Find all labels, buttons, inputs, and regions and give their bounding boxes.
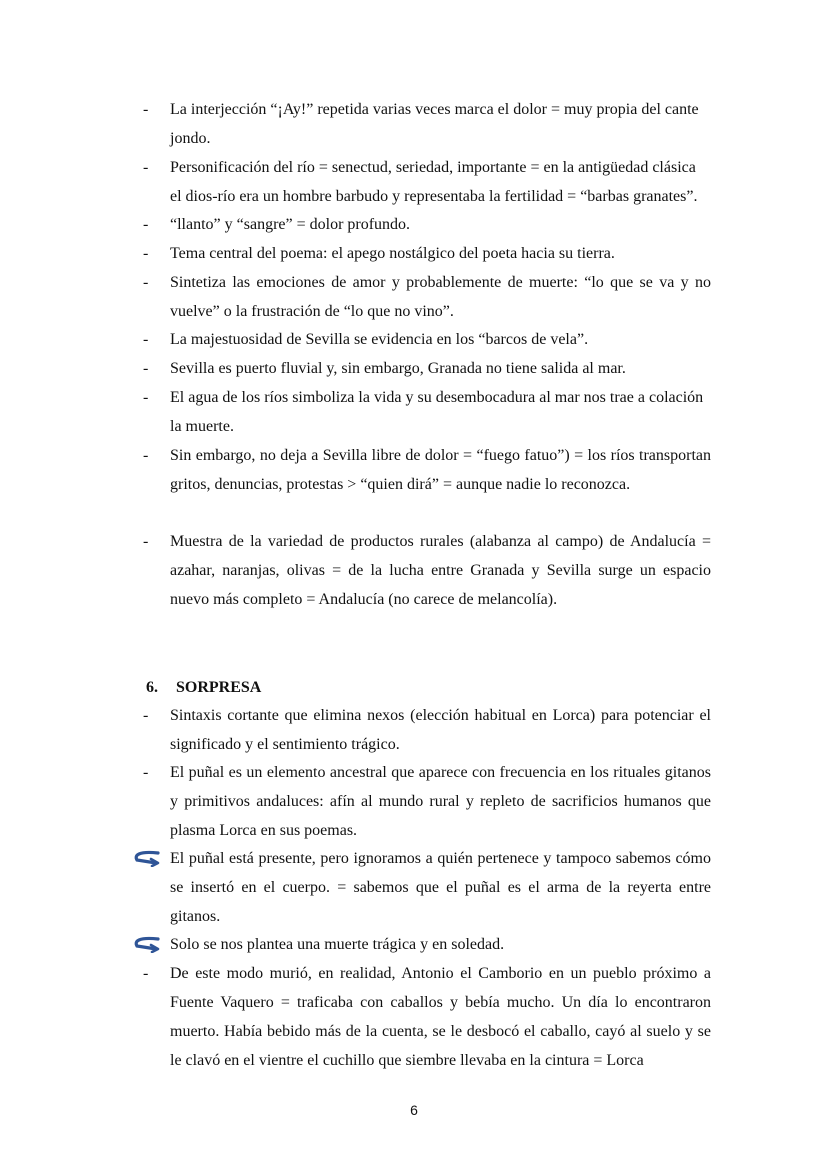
curved-arrow-icon bbox=[131, 935, 161, 953]
page-number: 6 bbox=[410, 1102, 418, 1118]
list-item-text: La interjección “¡Ay!” repetida varias veces marca el dolor = muy propia del cante jondo. bbox=[170, 101, 699, 147]
bullet-dash: - bbox=[143, 764, 149, 781]
list-item-text: Sintetiza las emociones de amor y probablemente de muerte: “lo que se va y no vuelve” o la frustración de “lo que no vino”. bbox=[170, 274, 711, 320]
list-item-text: Sin embargo, no deja a Sevilla libre de dolor = “fuego fatuo”) = los ríos transportan gritos, denuncias, protestas > “quien dirá” = aunque nadie lo reconozca. bbox=[170, 447, 711, 493]
list-item-text: Tema central del poema: el apego nostálgico del poeta hacia su tierra. bbox=[170, 245, 615, 262]
list-item-text: “llanto” y “sangre” = dolor profundo. bbox=[170, 216, 411, 233]
list-item-text: De este modo murió, en realidad, Antonio el Camborio en un pueblo próximo a Fuente Vaquero = traficaba con caballos y bebía mucho. Un día lo encontraron muerto. Había bebido más de la cuenta, se le desbocó el caballo, cayó al suelo y se le clavó en el vientre el cuchillo que siembre llevaba en la cintura = Lorca bbox=[170, 965, 711, 1069]
section-heading bbox=[146, 673, 261, 702]
list-item-text: Sintaxis cortante que elimina nexos (elección habitual en Lorca) para potenciar el significado y el sentimiento trágico. bbox=[170, 707, 711, 753]
bullet-dash: - bbox=[143, 389, 149, 406]
list-item-text: El agua de los ríos simboliza la vida y su desembocadura al mar nos trae a colación la muerte. bbox=[170, 389, 704, 435]
list-item-text: Muestra de la variedad de productos rurales (alabanza al campo) de Andalucía = azahar, naranjas, olivas = de la lucha entre Granada y Sevilla surge un espacio nuevo más completo = Andalucía (no carece de melancolía). bbox=[170, 533, 711, 608]
bullet-dash: - bbox=[143, 360, 149, 377]
list-item-text: Sevilla es puerto fluvial y, sin embargo, Granada no tiene salida al mar. bbox=[170, 360, 626, 377]
list-item-text: La majestuosidad de Sevilla se evidencia en los “barcos de vela”. bbox=[170, 331, 589, 348]
list-item-text: El puñal está presente, pero ignoramos a quién pertenece y tampoco sabemos cómo se insertó en el cuerpo. = sabemos que el puñal es el arma de la reyerta entre gitanos. bbox=[170, 850, 711, 925]
list-item-text: Personificación del río = senectud, seriedad, importante = en la antigüedad clásica el dios-río era un hombre barbudo y representaba la fertilidad = “barbas granates”. bbox=[170, 159, 698, 205]
section-title: SORPRESA bbox=[176, 679, 262, 696]
bullet-dash: - bbox=[143, 216, 149, 233]
bullet-dash: - bbox=[143, 965, 149, 982]
bullet-dash: - bbox=[143, 101, 149, 118]
bullet-dash: - bbox=[143, 274, 149, 291]
bullet-dash: - bbox=[143, 447, 149, 464]
bullet-dash: - bbox=[143, 159, 149, 176]
list-item-text: Solo se nos plantea una muerte trágica y en soledad. bbox=[170, 936, 505, 953]
bullet-dash: - bbox=[143, 533, 149, 550]
section-number: 6. bbox=[146, 679, 158, 696]
bullet-dash: - bbox=[143, 331, 149, 348]
list-item-text: El puñal es un elemento ancestral que aparece con frecuencia en los rituales gitanos y primitivos andaluces: afín al mundo rural y repleto de sacrificios humanos que plasma Lorca en sus poemas. bbox=[170, 764, 711, 839]
curved-arrow-icon bbox=[131, 849, 161, 867]
bullet-dash: - bbox=[143, 245, 149, 262]
bullet-dash: - bbox=[143, 707, 149, 724]
